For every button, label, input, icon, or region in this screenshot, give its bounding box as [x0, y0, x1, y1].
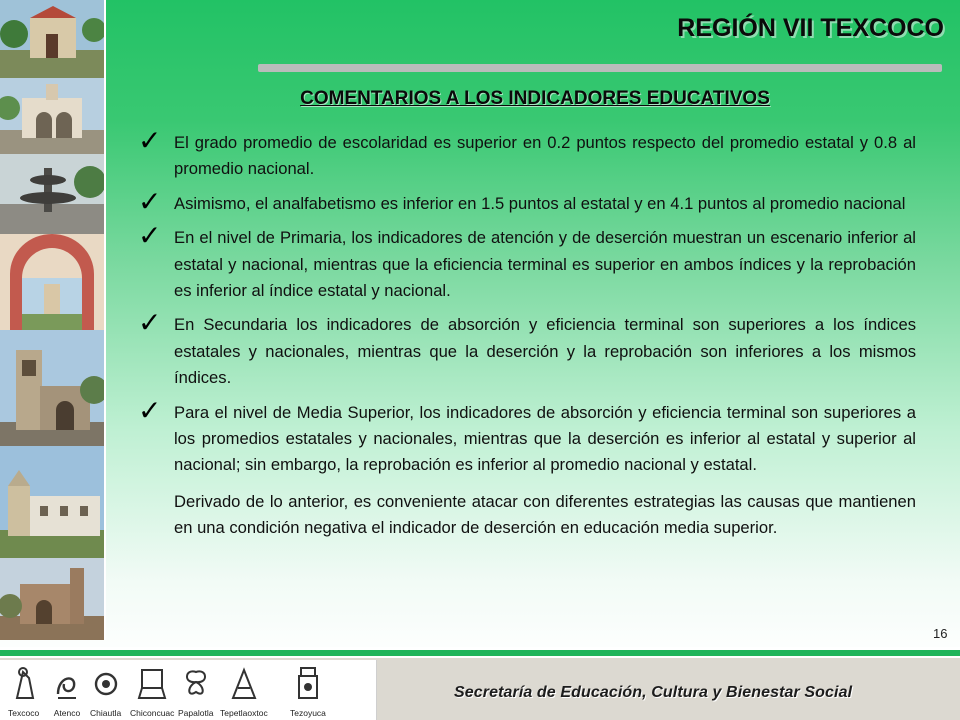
municipality-chiautla: Chiautla — [90, 664, 121, 718]
checkmark-icon: ✓ — [138, 124, 162, 157]
chiautla-glyph-icon — [91, 664, 121, 702]
section-title: COMENTARIOS A LOS INDICADORES EDUCATIVOS — [300, 88, 770, 109]
papalotla-glyph-icon — [181, 664, 211, 702]
bell-tower-photo — [0, 330, 106, 446]
bullet-list — [134, 124, 916, 542]
bullet-item — [134, 184, 916, 218]
tepetlaoxtoc-glyph-icon — [229, 664, 259, 702]
texcoco-glyph-icon — [9, 664, 39, 702]
bullet-text: El grado promedio de escolaridad es superior en 0.2 puntos respecto del promedio estatal y 0.8 al promedio nacional. — [174, 133, 916, 179]
bullet-item — [134, 306, 916, 391]
bullet-text: En el nivel de Primaria, los indicadores de atención y de deserción muestran un escenario inferior al estatal y nacional, mientras que la eficiencia terminal es superior en ambos índices y la reprobación es inferior al índice estatal y nacional. — [174, 228, 916, 301]
municipality-panel — [0, 660, 377, 720]
page-number: 16 — [933, 626, 948, 641]
checkmark-icon: ✓ — [138, 219, 162, 253]
ruins-photo — [0, 558, 106, 640]
atenco-glyph-icon — [52, 664, 82, 702]
municipality-atenco: Atenco — [52, 664, 82, 718]
checkmark-icon: ✓ — [138, 184, 162, 218]
chiconcuac-glyph-icon — [137, 664, 167, 702]
checkmark-icon: ✓ — [138, 306, 162, 340]
photo-strip — [0, 0, 106, 640]
region-title: REGIÓN VII TEXCOCO — [677, 14, 944, 42]
bullet-item — [134, 219, 916, 304]
bullet-text: En Secundaria los indicadores de absorción y eficiencia terminal son superiores a los índices estatales y nacionales, mientras que la deserción y la reprobación son inferiores a los mismos índices. — [174, 315, 916, 388]
bullet-item — [134, 124, 916, 183]
municipality-tepetlaoxtoc: Tepetlaoxtoc — [220, 664, 268, 718]
archway-photo — [0, 234, 106, 330]
municipality-texcoco: Texcoco — [8, 664, 39, 718]
municipality-tezoyuca: Tezoyuca — [290, 664, 326, 718]
bullet-text: Para el nivel de Media Superior, los indicadores de absorción y eficiencia terminal son superiores a los promedios estatales y nacionales, mientras que la deserción es inferior al estatal y superior al nacional; sin embargo, la reprobación es inferior al promedio nacional y estatal. — [174, 402, 916, 475]
bullet-item — [134, 393, 916, 479]
hacienda-photo — [0, 446, 106, 558]
municipality-chiconcuac: Chiconcuac — [130, 664, 174, 718]
arch-photo — [0, 78, 106, 154]
title-divider — [258, 64, 942, 72]
tezoyuca-glyph-icon — [293, 664, 323, 702]
closing-paragraph — [134, 489, 916, 542]
church-photo — [0, 0, 106, 78]
organization-name: Secretaría de Educación, Cultura y Bienestar Social — [454, 684, 853, 701]
fountain-photo — [0, 154, 106, 234]
bullet-text: Asimismo, el analfabetismo es inferior en 1.5 puntos al estatal y en 4.1 puntos al promedio nacional — [174, 193, 906, 213]
closing-text: Derivado de lo anterior, es conveniente atacar con diferentes estrategias las causas que mantienen en una condición negativa el indicador de deserción en educación media superior. — [174, 491, 916, 538]
municipality-papalotla: Papalotla — [178, 664, 213, 718]
footer-divider-green — [0, 650, 960, 656]
checkmark-icon: ✓ — [138, 393, 162, 427]
